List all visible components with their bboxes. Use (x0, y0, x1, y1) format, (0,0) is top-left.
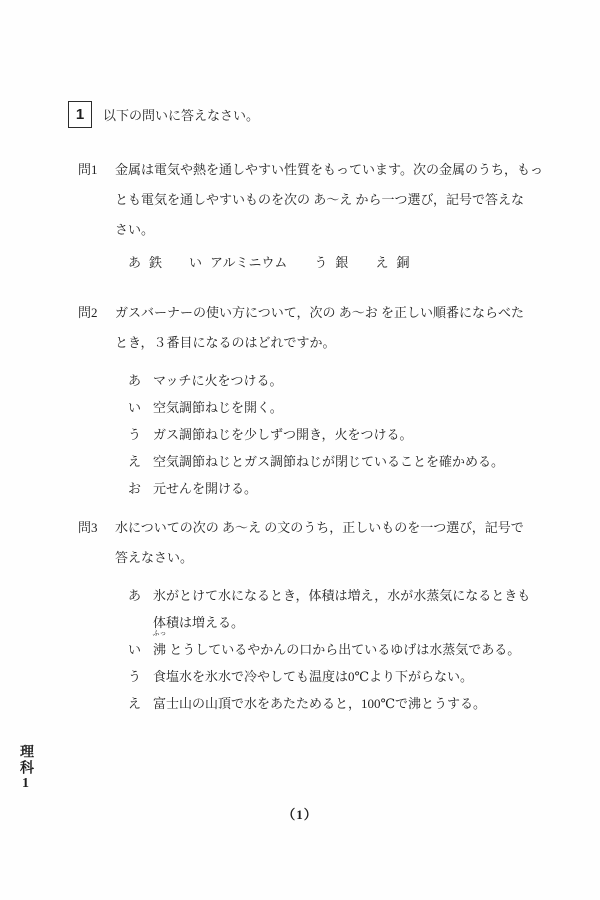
choice-o (128, 475, 555, 502)
question-1-body (115, 155, 555, 277)
choice-text: 鉄 (149, 255, 163, 270)
kanji-base: 沸 (153, 642, 167, 657)
choice-text-line-2: 体積は増える。 (153, 615, 245, 630)
question-3 (78, 513, 555, 717)
choice-i (128, 394, 555, 421)
choice-u (128, 663, 555, 690)
question-3-label: 問3 (78, 520, 98, 535)
choice-text: アルミニウム (210, 255, 288, 270)
choice-e (375, 249, 409, 277)
choice-marker: あ (128, 373, 142, 388)
question-2-label: 問2 (78, 305, 98, 320)
choice-marker: あ (128, 588, 142, 603)
choice-marker: い (128, 400, 142, 415)
page-number: （1） (282, 807, 318, 822)
choice-e (128, 690, 555, 717)
choice-text: 空気調節ねじを開く。 (153, 400, 283, 415)
choice-text: 空気調節ねじとガス調節ねじが閉じていることを確かめる。 (153, 454, 505, 469)
choice-a (128, 582, 555, 636)
choice-marker: え (375, 255, 389, 270)
question-2-text-line-1: ガスバーナーの使い方について，次の あ～お を正しい順番にならべた (115, 305, 524, 320)
choice-text: マッチに火をつける。 (153, 373, 283, 388)
choice-text: ガス調節ねじを少しずつ開き，火をつける。 (153, 427, 413, 442)
question-2-choices (128, 367, 555, 502)
choice-marker: え (128, 454, 142, 469)
choice-text: 銅 (396, 255, 410, 270)
question-2 (78, 298, 555, 502)
section-instruction: 以下の問いに答えなさい。 (103, 108, 260, 123)
choice-a (128, 249, 162, 277)
question-2-body (115, 298, 555, 502)
question-3-body (115, 513, 555, 717)
choice-u (314, 249, 348, 277)
section-header (68, 101, 259, 128)
question-3-choices (128, 582, 555, 717)
choice-text: 富士山の山頂で水をあたためると，100℃で沸とうする。 (153, 696, 487, 711)
choice-marker: う (128, 427, 142, 442)
subject-label: 理科1 (18, 744, 33, 793)
furigana-text: ふっ (152, 629, 167, 637)
question-3-text-line-1: 水についての次の あ～え の文のうち，正しいものを一つ選び，記号で (115, 520, 524, 535)
choice-text: 食塩水を氷水で冷やしても温度は0℃より下がらない。 (153, 669, 474, 684)
choice-e (128, 448, 555, 475)
choice-marker: え (128, 696, 142, 711)
section-number-box (68, 101, 92, 128)
question-1-text-line-3: さい。 (115, 222, 155, 237)
question-3-text-line-2: 答えなさい。 (115, 550, 194, 565)
question-2-text-line-2: とき，３番目になるのはどれですか。 (115, 335, 336, 350)
choice-text (152, 629, 555, 663)
choice-text-line-1: 氷がとけて水になるとき，体積は増え，水が水蒸気になるときも (153, 588, 531, 603)
question-1 (78, 155, 555, 277)
section-number: 1 (75, 106, 85, 123)
choice-text: 元せんを開ける。 (153, 481, 258, 496)
question-1-text-line-1: 金属は電気や熱を通しやすい性質をもっています。次の金属のうち，もっ (115, 162, 543, 177)
choice-marker: う (128, 669, 142, 684)
choice-marker: お (128, 481, 142, 496)
choice-i (189, 249, 287, 277)
choice-marker: う (314, 255, 328, 270)
choice-text (153, 582, 555, 636)
choice-u (128, 421, 555, 448)
question-1-text-line-2: とも電気を通しやすいものを次の あ～え から一つ選び，記号で答えな (115, 192, 524, 207)
question-1-label: 問1 (78, 162, 98, 177)
furigana-annotated-kanji (152, 629, 167, 663)
choice-marker: い (189, 255, 203, 270)
choice-marker: い (128, 642, 142, 657)
choice-a (128, 367, 555, 394)
choice-marker: あ (128, 255, 142, 270)
choice-i (128, 629, 555, 663)
question-1-choices (128, 249, 555, 277)
choice-text: 銀 (335, 255, 349, 270)
choice-text-rest: とうしているやかんの口から出ているゆげは水蒸気である。 (169, 642, 521, 657)
